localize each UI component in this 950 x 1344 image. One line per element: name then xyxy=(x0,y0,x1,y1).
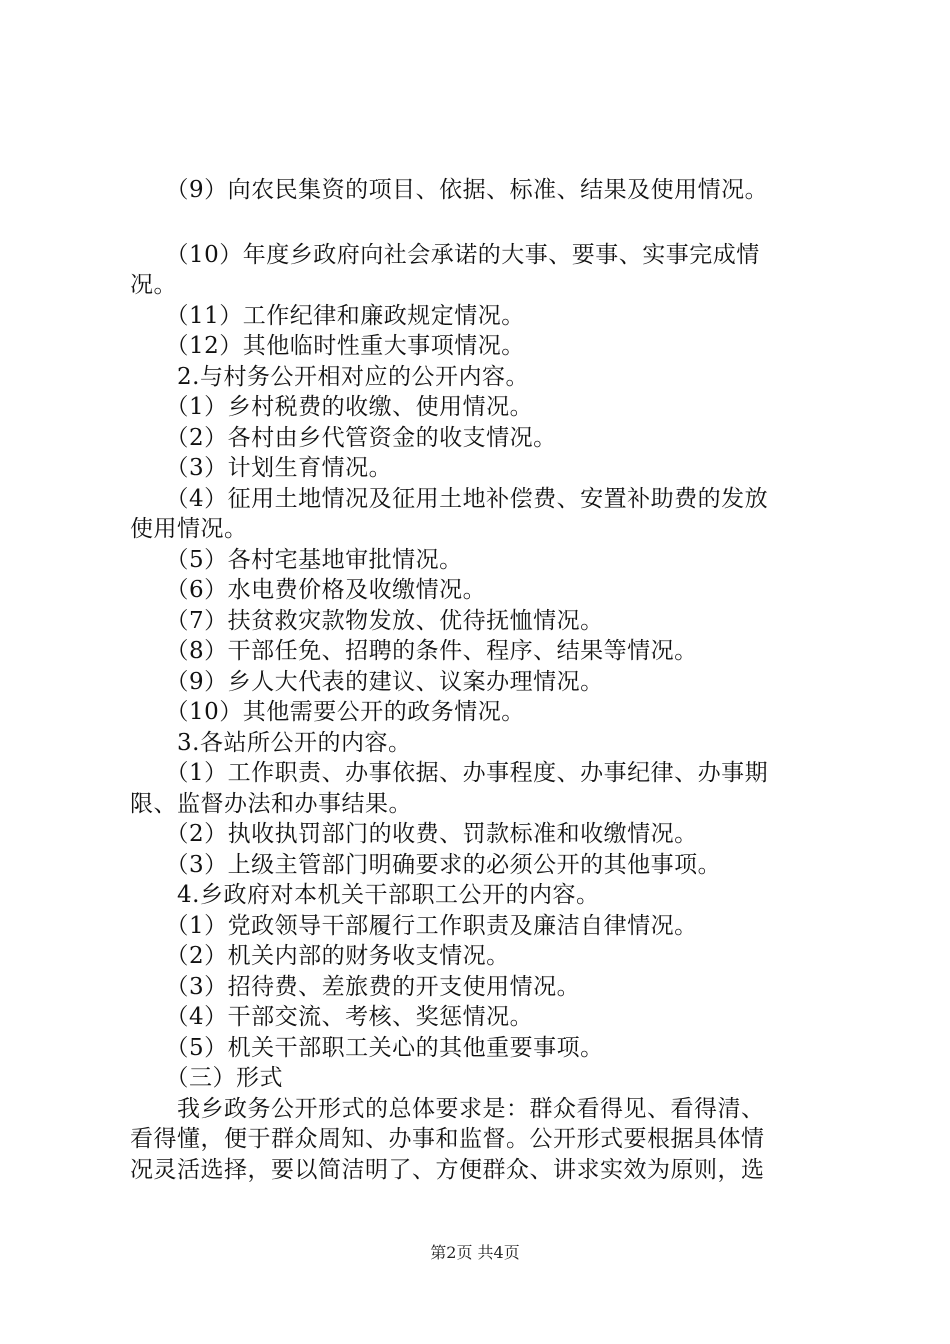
text-line: （11）工作纪律和廉政规定情况。 xyxy=(130,302,525,329)
text-line: （1）党政领导干部履行工作职责及廉洁自律情况。 xyxy=(130,912,698,939)
body-text xyxy=(130,175,830,1185)
text-line: （4）干部交流、考核、奖惩情况。 xyxy=(130,1004,534,1030)
text-line: 我乡政务公开形式的总体要求是：群众看得见、看得清、 xyxy=(130,1095,765,1122)
page-number: 第2页 共4页 xyxy=(430,1243,520,1262)
text-line: （4）征用土地情况及征用土地补偿费、安置补助费的发放 xyxy=(130,485,769,512)
text-line: （8）干部任免、招聘的条件、程序、结果等情况。 xyxy=(130,638,698,664)
section-heading: 3.各站所公开的内容。 xyxy=(130,729,412,756)
text-line: （2）机关内部的财务收支情况。 xyxy=(130,943,510,969)
text-line: 况灵活选择，要以简洁明了、方便群众、讲求实效为原则，选 xyxy=(130,1156,765,1183)
text-line: （1）工作职责、办事依据、办事程度、办事纪律、办事期 xyxy=(130,760,769,786)
text-line: 看得懂，便于群众周知、办事和监督。公开形式要根据具体情 xyxy=(130,1126,765,1152)
text-line: （3）计划生育情况。 xyxy=(130,455,393,481)
text-line: （7）扶贫救灾款物发放、优待抚恤情况。 xyxy=(130,607,604,634)
text-line: （9）乡人大代表的建议、议案办理情况。 xyxy=(130,668,604,695)
text-line: 限、监督办法和办事结果。 xyxy=(130,790,412,817)
text-line: （6）水电费价格及收缴情况。 xyxy=(130,577,487,603)
text-line: （3）上级主管部门明确要求的必须公开的其他事项。 xyxy=(130,851,722,878)
section-heading: （三）形式 xyxy=(130,1065,283,1091)
section-heading: 4.乡政府对本机关干部职工公开的内容。 xyxy=(130,882,600,908)
text-line: （5）机关干部职工关心的其他重要事项。 xyxy=(130,1034,604,1061)
text-line: （2）各村由乡代管资金的收支情况。 xyxy=(130,424,557,451)
blank-line xyxy=(130,206,830,240)
text-line: （5）各村宅基地审批情况。 xyxy=(130,546,463,573)
text-line: （1）乡村税费的收缴、使用情况。 xyxy=(130,394,534,420)
text-line: （12）其他临时性重大事项情况。 xyxy=(130,333,525,359)
text-line: （3）招待费、差旅费的开支使用情况。 xyxy=(130,973,581,1000)
text-line: 况。 xyxy=(130,272,177,298)
text-line: （10）年度乡政府向社会承诺的大事、要事、实事完成情 xyxy=(130,241,760,268)
text-line: （9）向农民集资的项目、依据、标准、结果及使用情况。 xyxy=(130,177,769,203)
section-heading: 2.与村务公开相对应的公开内容。 xyxy=(130,363,529,390)
text-line: （10）其他需要公开的政务情况。 xyxy=(130,699,525,725)
text-line: （2）执收执罚部门的收费、罚款标准和收缴情况。 xyxy=(130,821,698,847)
text-line: 使用情况。 xyxy=(130,516,248,542)
page-footer xyxy=(0,1243,950,1263)
